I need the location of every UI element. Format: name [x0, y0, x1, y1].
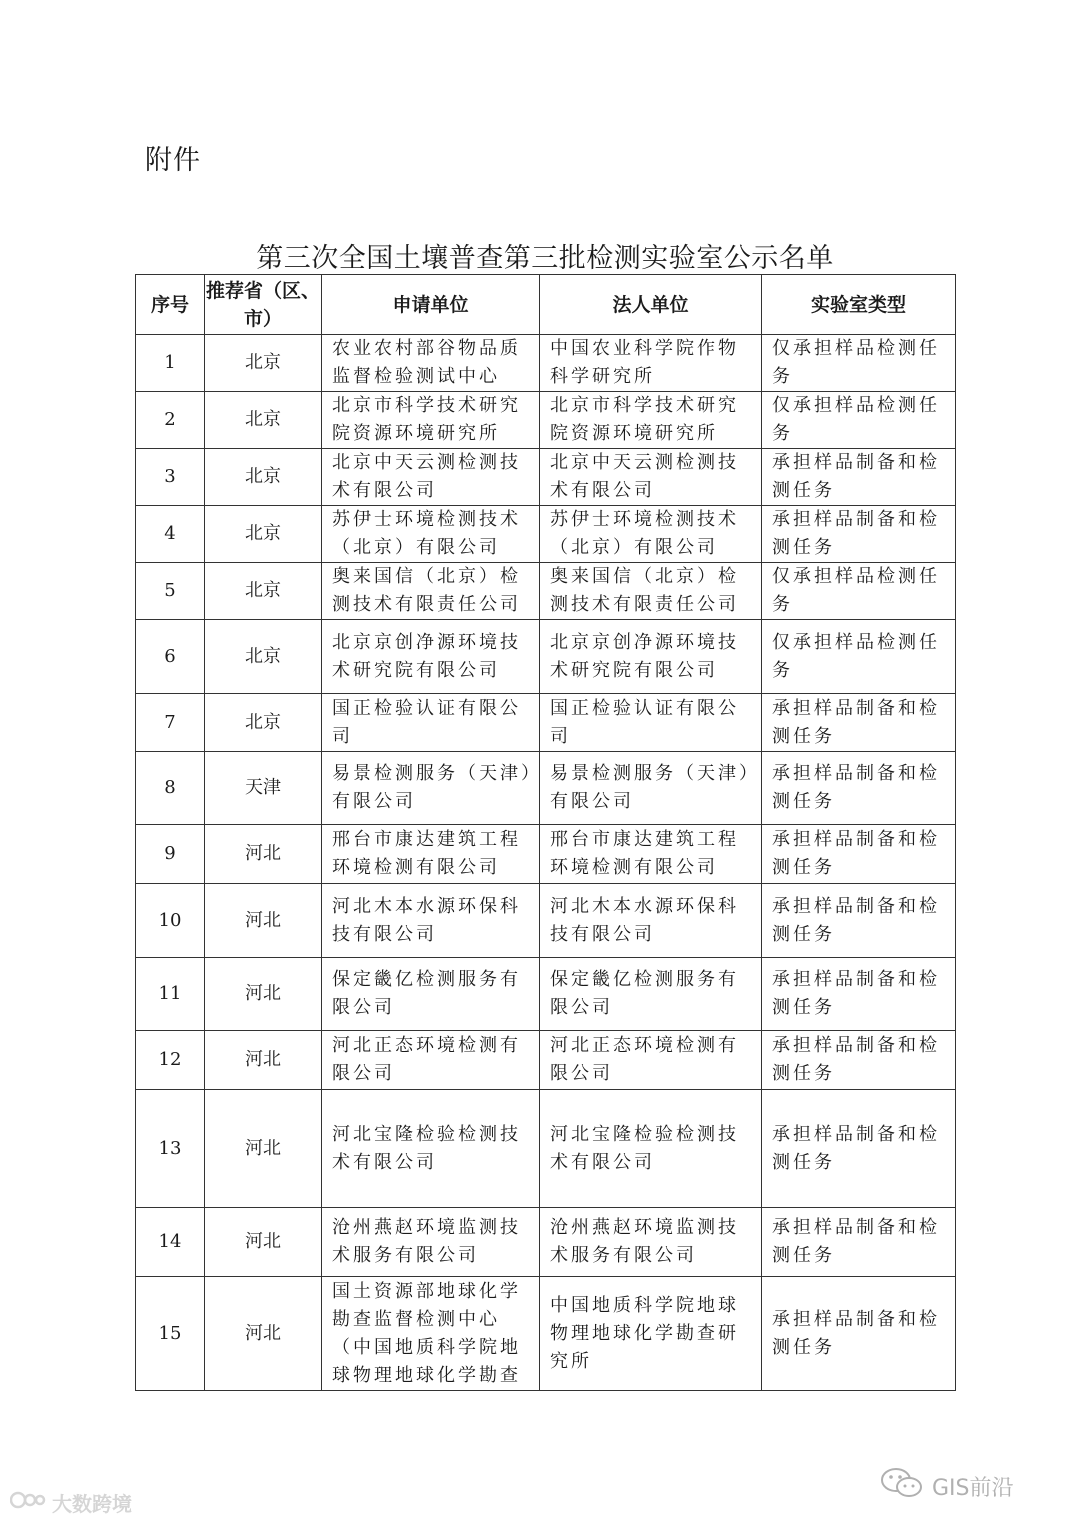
- watermark-left: [10, 1488, 132, 1517]
- row-legal-entity: 北京市科学技术研究院资源环境研究所: [540, 392, 762, 449]
- row-province: 北京: [205, 335, 322, 392]
- row-applicant: 农业农村部谷物品质监督检验测试中心: [322, 335, 540, 392]
- header-lab-type: 实验室类型: [762, 275, 956, 335]
- row-applicant: 北京京创净源环境技术研究院有限公司: [322, 620, 540, 694]
- row-index: 12: [136, 1031, 205, 1090]
- row-applicant: 国正检验认证有限公司: [322, 694, 540, 752]
- row-lab-type: 仅承担样品检测任务: [762, 335, 956, 392]
- row-applicant: 河北宝隆检验检测技术有限公司: [322, 1090, 540, 1208]
- row-legal-entity: 河北木本水源环保科技有限公司: [540, 884, 762, 958]
- table-row: [136, 335, 956, 392]
- row-index: 13: [136, 1090, 205, 1208]
- watermark-right-text: GIS前沿: [932, 1475, 1014, 1501]
- row-province: 北京: [205, 620, 322, 694]
- watermark-left-text: 大数跨境: [52, 1492, 132, 1516]
- row-province: 河北: [205, 884, 322, 958]
- row-province: 北京: [205, 449, 322, 506]
- header-index: 序号: [136, 275, 205, 335]
- watermark-logo-icon: [10, 1489, 46, 1516]
- row-lab-type: 承担样品制备和检测任务: [762, 958, 956, 1031]
- row-lab-type: 承担样品制备和检测任务: [762, 884, 956, 958]
- row-index: 8: [136, 752, 205, 825]
- table-row: [136, 884, 956, 958]
- row-lab-type: 承担样品制备和检测任务: [762, 1031, 956, 1090]
- row-applicant: 保定畿亿检测服务有限公司: [322, 958, 540, 1031]
- header-applicant: 申请单位: [322, 275, 540, 335]
- row-legal-entity: 苏伊士环境检测技术（北京）有限公司: [540, 506, 762, 563]
- row-index: 3: [136, 449, 205, 506]
- row-lab-type: 仅承担样品检测任务: [762, 620, 956, 694]
- row-legal-entity: 中国农业科学院作物科学研究所: [540, 335, 762, 392]
- row-province: 河北: [205, 1208, 322, 1277]
- table-row: [136, 392, 956, 449]
- row-legal-entity: 沧州燕赵环境监测技术服务有限公司: [540, 1208, 762, 1277]
- wechat-icon: [880, 1466, 924, 1506]
- row-province: 河北: [205, 1031, 322, 1090]
- row-province: 北京: [205, 506, 322, 563]
- row-index: 15: [136, 1277, 205, 1391]
- row-legal-entity: 北京京创净源环境技术研究院有限公司: [540, 620, 762, 694]
- row-applicant: 苏伊士环境检测技术（北京）有限公司: [322, 506, 540, 563]
- table-row: [136, 563, 956, 620]
- table-row: [136, 825, 956, 884]
- row-province: 北京: [205, 563, 322, 620]
- row-index: 7: [136, 694, 205, 752]
- table-row: [136, 1208, 956, 1277]
- row-province: 河北: [205, 1090, 322, 1208]
- row-lab-type: 承担样品制备和检测任务: [762, 506, 956, 563]
- row-lab-type: 承担样品制备和检测任务: [762, 752, 956, 825]
- row-index: 1: [136, 335, 205, 392]
- table-row: [136, 694, 956, 752]
- row-index: 11: [136, 958, 205, 1031]
- table-row: [136, 506, 956, 563]
- row-index: 9: [136, 825, 205, 884]
- row-applicant: 国土资源部地球化学勘查监督检测中心（中国地质科学院地球物理地球化学勘查: [322, 1277, 540, 1391]
- row-index: 4: [136, 506, 205, 563]
- table-row: [136, 449, 956, 506]
- table-row: [136, 1090, 956, 1208]
- row-applicant: 沧州燕赵环境监测技术服务有限公司: [322, 1208, 540, 1277]
- row-applicant: 北京市科学技术研究院资源环境研究所: [322, 392, 540, 449]
- row-province: 河北: [205, 1277, 322, 1391]
- annex-label: 附件: [145, 145, 201, 176]
- row-applicant: 北京中天云测检测技术有限公司: [322, 449, 540, 506]
- row-lab-type: 承担样品制备和检测任务: [762, 1277, 956, 1391]
- header-legal-entity: 法人单位: [540, 275, 762, 335]
- table-row: [136, 752, 956, 825]
- lab-list-table: [135, 274, 956, 1391]
- row-lab-type: 承担样品制备和检测任务: [762, 1090, 956, 1208]
- row-lab-type: 承担样品制备和检测任务: [762, 825, 956, 884]
- table-header-row: [136, 275, 956, 335]
- table-row: [136, 1277, 956, 1391]
- row-legal-entity: 奥来国信（北京）检测技术有限责任公司: [540, 563, 762, 620]
- table-row: [136, 620, 956, 694]
- row-province: 北京: [205, 694, 322, 752]
- row-legal-entity: 易景检测服务（天津）有限公司: [540, 752, 762, 825]
- row-legal-entity: 河北正态环境检测有限公司: [540, 1031, 762, 1090]
- row-province: 天津: [205, 752, 322, 825]
- row-legal-entity: 河北宝隆检验检测技术有限公司: [540, 1090, 762, 1208]
- row-applicant: 河北正态环境检测有限公司: [322, 1031, 540, 1090]
- row-province: 北京: [205, 392, 322, 449]
- row-lab-type: 承担样品制备和检测任务: [762, 694, 956, 752]
- watermark-right: [880, 1466, 1014, 1506]
- row-lab-type: 仅承担样品检测任务: [762, 392, 956, 449]
- row-lab-type: 承担样品制备和检测任务: [762, 1208, 956, 1277]
- row-index: 5: [136, 563, 205, 620]
- row-province: 河北: [205, 958, 322, 1031]
- row-index: 6: [136, 620, 205, 694]
- row-applicant: 河北木本水源环保科技有限公司: [322, 884, 540, 958]
- row-index: 10: [136, 884, 205, 958]
- row-legal-entity: 国正检验认证有限公司: [540, 694, 762, 752]
- row-legal-entity: 中国地质科学院地球物理地球化学勘查研究所: [540, 1277, 762, 1391]
- row-index: 14: [136, 1208, 205, 1277]
- header-province: 推荐省（区、市）: [205, 275, 322, 335]
- row-lab-type: 承担样品制备和检测任务: [762, 449, 956, 506]
- row-lab-type: 仅承担样品检测任务: [762, 563, 956, 620]
- row-legal-entity: 邢台市康达建筑工程环境检测有限公司: [540, 825, 762, 884]
- table-row: [136, 1031, 956, 1090]
- row-index: 2: [136, 392, 205, 449]
- document-title: 第三次全国土壤普查第三批检测实验室公示名单: [256, 243, 834, 274]
- row-legal-entity: 保定畿亿检测服务有限公司: [540, 958, 762, 1031]
- row-province: 河北: [205, 825, 322, 884]
- row-applicant: 邢台市康达建筑工程环境检测有限公司: [322, 825, 540, 884]
- row-legal-entity: 北京中天云测检测技术有限公司: [540, 449, 762, 506]
- table-row: [136, 958, 956, 1031]
- row-applicant: 奥来国信（北京）检测技术有限责任公司: [322, 563, 540, 620]
- row-applicant: 易景检测服务（天津）有限公司: [322, 752, 540, 825]
